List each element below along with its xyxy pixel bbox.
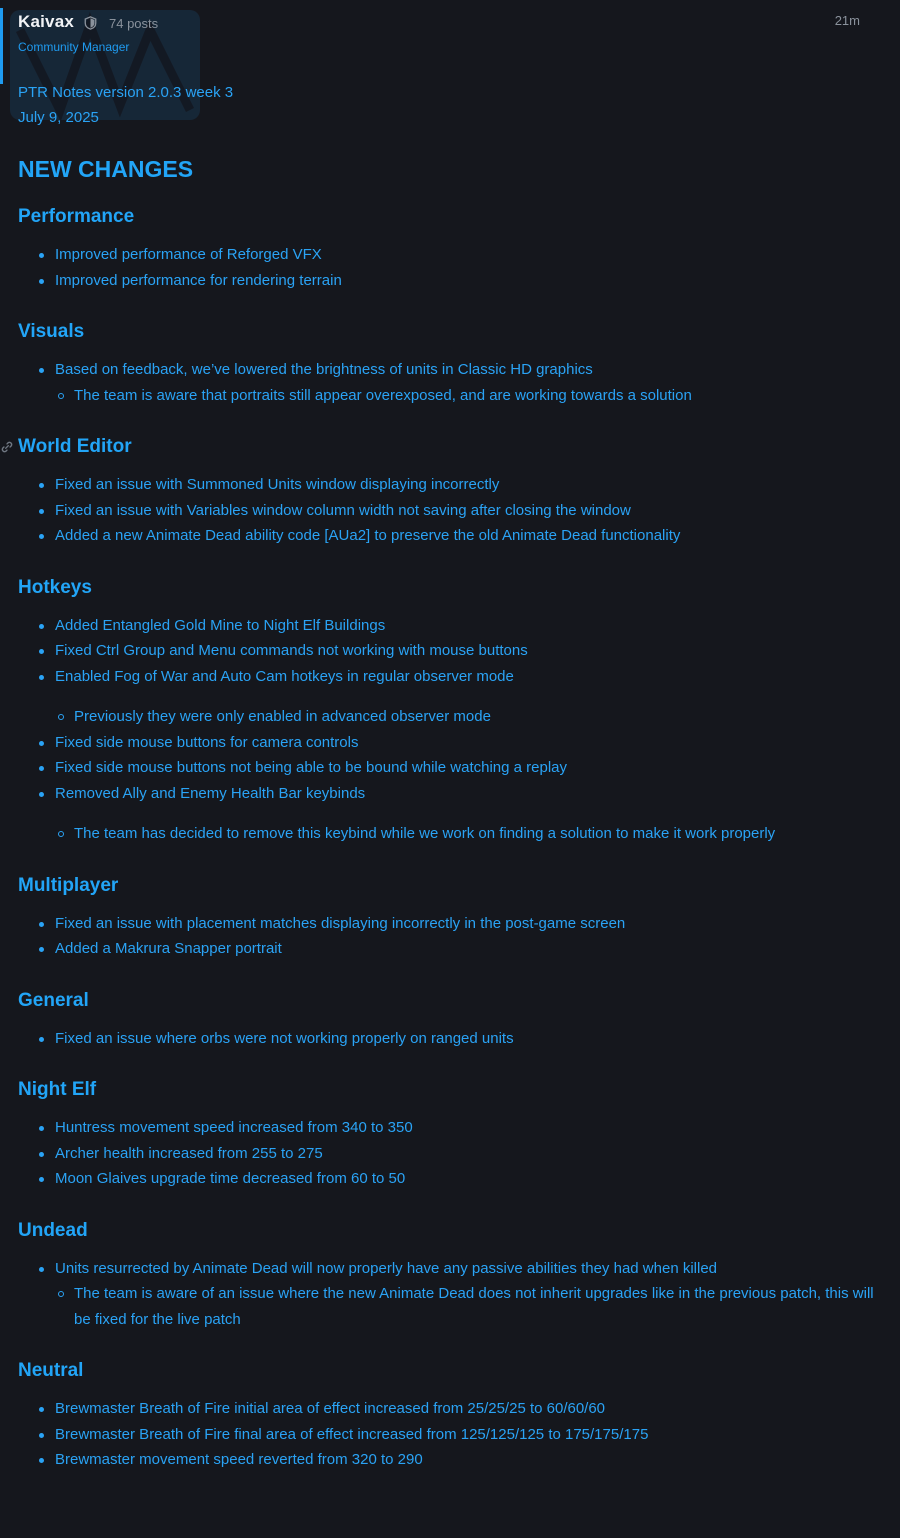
post-count: 74 posts <box>109 16 159 31</box>
post-header <box>18 12 900 62</box>
sub-list-item: The team is aware of an issue where the new Animate Dead does not inherit upgrades like in the previous patch, this will be fixed for the live patch <box>18 1281 880 1332</box>
shield-icon <box>84 16 97 30</box>
section-general <box>18 986 880 1052</box>
list-item: Archer health increased from 255 to 275 <box>18 1141 880 1167</box>
patch-notes-title: PTR Notes version 2.0.3 week 3 <box>18 84 234 101</box>
section-heading <box>18 432 880 462</box>
list-item: Fixed an issue where orbs were not working properly on ranged units <box>18 1026 880 1052</box>
list-item: Enabled Fog of War and Auto Cam hotkeys in regular observer mode <box>18 664 880 690</box>
list-item: Moon Glaives upgrade time decreased from 60 to 50 <box>18 1166 880 1192</box>
section-heading: Visuals <box>18 321 85 342</box>
link-icon[interactable] <box>0 440 14 454</box>
section-heading: Night Elf <box>18 1079 97 1100</box>
list-item: Improved performance for rendering terrain <box>18 268 880 294</box>
list-item: Fixed an issue with Variables window column width not saving after closing the window <box>18 498 880 524</box>
list-item: Units resurrected by Animate Dead will now properly have any passive abilities they had when killed <box>18 1256 880 1282</box>
section-heading-text: World Editor <box>18 436 132 457</box>
list-item: Brewmaster movement speed reverted from 320 to 290 <box>18 1447 880 1473</box>
sub-list-item: Previously they were only enabled in advanced observer mode <box>18 704 880 730</box>
list-item: Fixed side mouse buttons for camera controls <box>18 730 880 756</box>
section-performance <box>18 202 880 293</box>
section-visuals <box>18 317 880 408</box>
list-item: Improved performance of Reforged VFX <box>18 242 880 268</box>
post-body <box>18 152 880 1497</box>
post-intro <box>18 80 233 130</box>
section-heading: Multiplayer <box>18 874 119 896</box>
list-item: Fixed an issue with placement matches displaying incorrectly in the post-game screen <box>18 911 880 937</box>
list-item: Fixed side mouse buttons not being able to be bound while watching a replay <box>18 755 880 781</box>
list-item: Added Entangled Gold Mine to Night Elf Buildings <box>18 613 880 639</box>
section-night-elf <box>18 1075 880 1192</box>
section-hotkeys <box>18 573 880 847</box>
section-heading: Neutral <box>18 1360 84 1381</box>
section-heading: Undead <box>18 1219 88 1241</box>
list-item: Huntress movement speed increased from 340 to 350 <box>18 1115 880 1141</box>
section-undead <box>18 1216 880 1333</box>
new-changes-heading: NEW CHANGES <box>18 156 194 182</box>
list-item: Added a new Animate Dead ability code [AUa2] to preserve the old Animate Dead functionality <box>18 523 880 549</box>
list-item: Based on feedback, we’ve lowered the brightness of units in Classic HD graphics <box>18 357 880 383</box>
user-title: Community Manager <box>18 40 130 54</box>
section-heading: Performance <box>18 206 135 227</box>
username-link[interactable]: Kaivax <box>18 12 75 31</box>
section-heading: Hotkeys <box>18 576 92 598</box>
post-timestamp[interactable]: 21m <box>834 13 860 28</box>
list-item: Brewmaster Breath of Fire final area of effect increased from 125/125/125 to 175/175/175 <box>18 1422 880 1448</box>
list-item: Removed Ally and Enemy Health Bar keybinds <box>18 781 880 807</box>
list-item: Fixed Ctrl Group and Menu commands not working with mouse buttons <box>18 638 880 664</box>
sub-list-item: The team is aware that portraits still appear overexposed, and are working towards a solution <box>18 383 880 409</box>
section-heading: General <box>18 989 89 1011</box>
sub-list-item: The team has decided to remove this keybind while we work on finding a solution to make it work properly <box>18 821 880 847</box>
patch-notes-date: July 9, 2025 <box>18 109 99 126</box>
list-item: Brewmaster Breath of Fire initial area of effect increased from 25/25/25 to 60/60/60 <box>18 1396 880 1422</box>
section-multiplayer <box>18 871 880 962</box>
section-world-editor <box>18 432 880 549</box>
list-item: Added a Makrura Snapper portrait <box>18 936 880 962</box>
section-neutral <box>18 1356 880 1473</box>
list-item: Fixed an issue with Summoned Units window displaying incorrectly <box>18 472 880 498</box>
